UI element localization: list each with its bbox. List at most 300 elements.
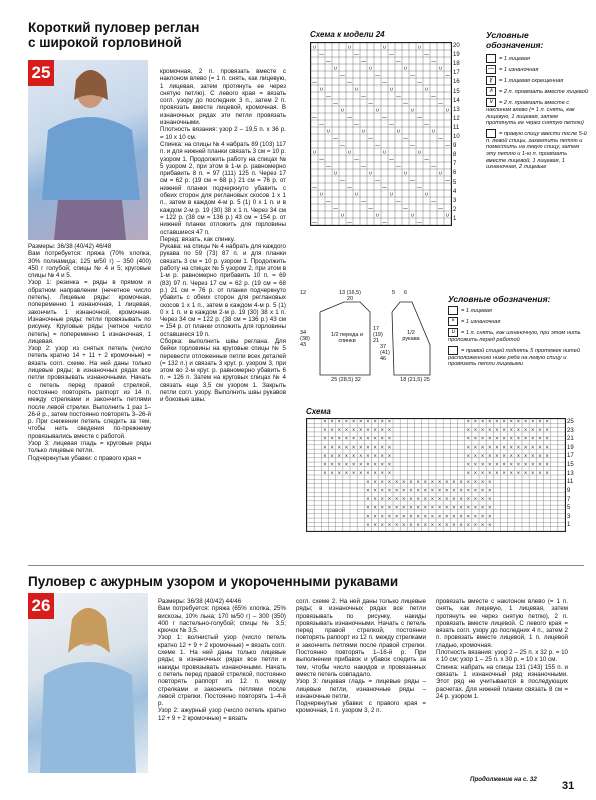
stitch-symbol: × xyxy=(545,444,549,450)
row-number: 5 xyxy=(567,505,571,512)
stitch-symbol: × xyxy=(466,470,471,476)
stitch-symbol: ∪ xyxy=(340,107,345,114)
dim-left-mid: 17 (19) 21 xyxy=(373,326,383,344)
stitch-symbol: × xyxy=(366,496,370,502)
stitch-symbol: — xyxy=(396,198,401,205)
stitch-symbol: × xyxy=(323,444,327,450)
stitch-symbol: × xyxy=(473,496,478,502)
stitch-symbol: × xyxy=(387,444,392,450)
stitch-symbol: × xyxy=(416,521,420,527)
stitch-symbol: — xyxy=(410,142,415,149)
row-number: 13 xyxy=(567,470,574,477)
stitch-symbol: × xyxy=(509,419,514,424)
stitch-symbol: × xyxy=(487,521,492,527)
legend-text: = 1 п. снять, как изнаночную, при этом нить проложить перед работой xyxy=(448,329,581,343)
stitch-symbol: × xyxy=(394,504,399,510)
stitch-symbol: × xyxy=(466,427,471,433)
stitch-symbol: × xyxy=(523,435,528,441)
stitch-symbol: × xyxy=(430,513,435,519)
row-number: 18 xyxy=(453,61,460,68)
row-number: 21 xyxy=(567,436,574,443)
stitch-symbol: ∪ xyxy=(403,170,408,177)
stitch-symbol: × xyxy=(373,419,377,424)
stitch-symbol: — xyxy=(326,58,331,65)
stitch-symbol: × xyxy=(480,427,485,433)
stitch-symbol: ∪ xyxy=(368,170,373,177)
stitch-symbol: × xyxy=(444,513,449,519)
stitch-symbol: — xyxy=(333,135,338,142)
stitch-symbol: × xyxy=(409,521,413,527)
stitch-symbol: × xyxy=(473,419,478,424)
stitch-symbol: × xyxy=(409,513,413,519)
stitch-symbol: × xyxy=(437,504,442,510)
legend-text: = 1 изнаночная xyxy=(499,66,539,73)
stitch-symbol: — xyxy=(424,156,429,163)
stitch-symbol: × xyxy=(337,461,342,467)
stitch-symbol: × xyxy=(437,487,442,493)
stitch-symbol: ∪ xyxy=(424,191,429,198)
stitch-symbol: ∪ xyxy=(333,170,338,177)
row-number: 7 xyxy=(453,161,457,168)
stitch-symbol: ∪ xyxy=(389,86,394,93)
stitch-symbol: × xyxy=(401,504,406,510)
stitch-symbol: — xyxy=(417,184,422,191)
stitch-symbol: × xyxy=(373,513,377,519)
stitch-symbol: — xyxy=(431,163,436,170)
row-number: 17 xyxy=(453,70,460,77)
stitch-symbol: × xyxy=(401,513,406,519)
stitch-symbol: — xyxy=(445,142,450,149)
stitch-symbol: × xyxy=(330,419,334,424)
article2-col1: Размеры: 36/38 (40/42) 44/46 Вам потребуется: пряжа (65% хлопка, 25% вискозы, 10% льна; 170 м/50 г) – 300 (350) 400 г пастельно-голубой; спицы № 3,5; крючок № 3,5. Узор 1: волнистый узор (число петель кратно 12 + 9 + 2 кромочные) = вязать согл. схеме 1. На ней даны только лицевые ряды; в изнаночных рядах все петли и накиды провязывать изнаночными. Начать с петель перед правой стрелкой, постоянно повторять раппорт из 12 п. между стрелками и закончить петлями после левой стрелки. Постоянно повторять 1–4-й р. Узор 2: ажурный узор (число петель кратно 12 + 9 + 2 кромочные) = вязать xyxy=(158,598,286,722)
stitch-symbol: × xyxy=(502,435,506,441)
stitch-symbol: × xyxy=(480,452,485,458)
stitch-symbol: — xyxy=(431,93,436,100)
stitch-symbol: — xyxy=(438,100,443,107)
stitch-symbol: × xyxy=(401,521,406,527)
stitch-symbol: × xyxy=(530,470,535,476)
stitch-symbol: ∪ xyxy=(410,212,415,219)
stitch-symbol: — xyxy=(333,100,338,107)
stitch-symbol: × xyxy=(416,487,420,493)
stitch-symbol: — xyxy=(375,72,380,79)
article1-title: Короткий пуловер реглан с широкой горловиной xyxy=(28,20,200,50)
stitch-symbol: × xyxy=(373,452,377,458)
stitch-symbol: × xyxy=(373,461,377,467)
row-number: 19 xyxy=(567,444,574,451)
dim-top-1: 12 xyxy=(300,290,307,296)
stitch-symbol: × xyxy=(473,478,478,484)
stitch-symbol: × xyxy=(366,427,370,433)
stitch-symbol: × xyxy=(323,419,327,424)
stitch-symbol: × xyxy=(351,452,356,458)
stitch-symbol: × xyxy=(416,504,420,510)
stitch-symbol: × xyxy=(330,444,334,450)
article2-title: Пуловер с ажурным узором и укороченными рукавами xyxy=(28,574,399,589)
stitch-symbol: × xyxy=(358,444,363,450)
stitch-symbol: — xyxy=(312,184,317,191)
stitch-symbol: — xyxy=(312,79,317,86)
stitch-symbol: × xyxy=(330,452,334,458)
stitch-symbol: × xyxy=(545,470,549,476)
stitch-symbol: — xyxy=(417,219,422,225)
stitch-symbol: × xyxy=(387,487,392,493)
stitch-symbol: × xyxy=(351,419,356,424)
stitch-symbol: × xyxy=(530,452,535,458)
stitch-symbol: × xyxy=(480,435,485,441)
stitch-symbol: × xyxy=(380,487,385,493)
stitch-symbol: ∪ xyxy=(424,86,429,93)
legend-item xyxy=(486,54,588,63)
stitch-symbol: × xyxy=(437,513,442,519)
legend-text: = 2 п. провязать вместе с наклоном влево (= 1 п. снять, как лицевую, 1 лицевая, затем протянуть ее через снятую петлю) xyxy=(486,99,584,127)
stitch-symbol: × xyxy=(545,435,549,441)
stitch-symbol: × xyxy=(423,496,428,502)
stitch-symbol: × xyxy=(473,461,478,467)
stitch-symbol: × xyxy=(394,513,399,519)
stitch-symbol: × xyxy=(358,427,363,433)
stitch-symbol: × xyxy=(373,504,377,510)
stitch-symbol: ∪ xyxy=(445,107,450,114)
stitch-symbol: × xyxy=(344,470,349,476)
stitch-symbol: — xyxy=(319,121,324,128)
stitch-symbol: — xyxy=(361,58,366,65)
row-number: 11 xyxy=(567,479,574,486)
stitch-symbol: × xyxy=(495,435,499,441)
stitch-symbol: × xyxy=(337,444,342,450)
stitch-symbol: × xyxy=(323,452,327,458)
stitch-symbol: ∪ xyxy=(445,212,450,219)
stitch-symbol: — xyxy=(382,79,387,86)
model-photo-25 xyxy=(28,60,148,240)
stitch-symbol: × xyxy=(409,496,413,502)
stitch-symbol: × xyxy=(509,444,514,450)
stitch-symbol: × xyxy=(530,461,535,467)
stitch-symbol: × xyxy=(437,496,442,502)
stitch-symbol: × xyxy=(416,513,420,519)
dim-top-2: 13 (16,5) 20 xyxy=(338,290,361,302)
stitch-symbol: × xyxy=(380,478,385,484)
stitch-symbol: × xyxy=(545,427,549,433)
stitch-symbol: × xyxy=(459,496,463,502)
stitch-symbol: × xyxy=(409,504,413,510)
stitch-symbol: × xyxy=(480,444,485,450)
stitch-symbol: × xyxy=(530,427,535,433)
stitch-symbol: × xyxy=(358,452,363,458)
stitch-symbol: × xyxy=(459,487,463,493)
stitch-symbol: × xyxy=(495,419,499,424)
stitch-symbol: × xyxy=(437,478,442,484)
legend-symbol-icon xyxy=(448,346,458,355)
stitch-symbol: × xyxy=(523,444,528,450)
stitch-symbol: — xyxy=(375,177,380,184)
stitch-symbol: ∪ xyxy=(340,212,345,219)
stitch-symbol: × xyxy=(394,496,399,502)
legend1-title: Условные обозначения: xyxy=(486,30,544,50)
stitch-symbol: — xyxy=(382,219,387,225)
stitch-symbol: — xyxy=(410,177,415,184)
stitch-symbol: × xyxy=(516,419,521,424)
stitch-symbol: — xyxy=(382,184,387,191)
stitch-symbol: × xyxy=(487,478,492,484)
stitch-symbol: × xyxy=(380,452,385,458)
stitch-symbol: × xyxy=(487,496,492,502)
stitch-symbol: × xyxy=(459,521,463,527)
stitch-symbol: ∪ xyxy=(431,128,436,135)
scheme1-row-numbers xyxy=(453,42,467,224)
stitch-symbol: — xyxy=(438,205,443,212)
model-number-badge: 25 xyxy=(28,60,54,86)
stitch-symbol: — xyxy=(368,100,373,107)
row-number: 16 xyxy=(453,79,460,86)
stitch-symbol: × xyxy=(366,504,370,510)
stitch-symbol: × xyxy=(487,470,492,476)
stitch-symbol: × xyxy=(444,478,449,484)
stitch-symbol: ∪ xyxy=(354,191,359,198)
stitch-symbol: × xyxy=(358,470,363,476)
row-number: 3 xyxy=(567,513,571,520)
stitch-symbol: ∪ xyxy=(417,149,422,156)
stitch-symbol: × xyxy=(466,496,471,502)
stitch-symbol: × xyxy=(344,419,349,424)
stitch-symbol: × xyxy=(509,461,514,467)
continue-note: Продолжение на с. 32 xyxy=(470,776,537,783)
stitch-symbol: × xyxy=(466,452,471,458)
stitch-symbol: × xyxy=(459,478,463,484)
stitch-symbol: × xyxy=(523,427,528,433)
legend1-list xyxy=(486,54,588,173)
row-number: 12 xyxy=(453,115,460,122)
stitch-symbol: × xyxy=(444,496,449,502)
row-number: 7 xyxy=(567,496,571,503)
row-number: 11 xyxy=(453,124,460,131)
stitch-symbol: × xyxy=(523,470,528,476)
row-number: 20 xyxy=(453,43,460,49)
stitch-symbol: × xyxy=(437,521,442,527)
stitch-symbol: ∪ xyxy=(319,86,324,93)
article2-col3: провязать вместе с наклоном влево (= 1 п. снять, как лицевую, 1 лицевая, затем протянуть ее через снятую петлю), 2 п. провязать вместе лицевой. С левого края = вязать согл. узору до последних 4 п., затем 2 п. провязать вместе лицевой, 1 п. лицевой гладью, кромочная. Плотность вязания: узор 2 – 25 п. х 32 р. = 10 х 10 см; узор 1 – 25 п. х 30 р. = 10 х 10 см. Спинка: набрать на спицы 131 (143) 155 п. и связать 1 изнаночный ряд изнаночными. Этот ряд не учитывается в последующих расчетах. Для нижней планки связать 8 см = 24 р. узором 1. xyxy=(436,598,568,700)
stitch-symbol: — xyxy=(403,205,408,212)
stitch-symbol: × xyxy=(480,496,485,502)
stitch-symbol: × xyxy=(509,452,514,458)
scheme2-chart-grid xyxy=(306,418,566,532)
stitch-symbol: × xyxy=(480,513,485,519)
stitch-symbol: × xyxy=(344,444,349,450)
article1-materials: Размеры: 36/38 (40/42) 46/48 Вам потребуется: пряжа (70% хлопка, 30% полиамида; 125 м/50 г) – 350 (400) 450 г голубой; спицы № 4 и 5; круговые спицы № 4 и 5. Узор 1: резинка = ряды в прямом и обратном направлении (нечетное число петель). Лицевые ряды: кромочная, попеременно 1 изнаночная, 1 лицевая, закончить 1 изнаночной, кромочная. Изнаночные ряды: петли провязывать по рисунку. Круговые ряды (четное число петель) = попеременно 1 изнаночная, 1 лицевая. Узор 2: узор из снятых петель (число петель кратно 14 + 11 + 2 кромочные) = вязать согл. схеме. На ней даны только лицевые ряды; в изнаночных рядах все петли провязывать изнаночными. Начать с петель перед правой стрелкой, постоянно повторять раппорт из 14 п. между стрелками и закончить петлями после левой стрелки. Выполнить 1 раз 1–26-й р., затем постоянно повторять 3–26-й р. При снижении петель следить за тем, чтобы нить сведения по-прежнему провязывались вместе с работой. Узор 3: лицевая гладь = круговые ряды только лицевые петли. Подчеркнутые убавки: с правого края = xyxy=(28,243,151,462)
stitch-symbol: × xyxy=(473,427,478,433)
stitch-symbol: ∪ xyxy=(347,149,352,156)
stitch-symbol: × xyxy=(466,461,471,467)
row-number: 9 xyxy=(567,487,571,494)
row-number: 23 xyxy=(567,427,574,434)
stitch-symbol: × xyxy=(480,470,485,476)
stitch-symbol: — xyxy=(431,58,436,65)
stitch-symbol: × xyxy=(423,521,428,527)
stitch-symbol: × xyxy=(502,452,506,458)
stitch-symbol: × xyxy=(401,496,406,502)
row-number: 1 xyxy=(567,522,571,529)
stitch-symbol: × xyxy=(480,461,485,467)
stitch-symbol: × xyxy=(530,419,535,424)
row-number: 14 xyxy=(453,97,460,104)
stitch-symbol: × xyxy=(380,419,385,424)
legend-item xyxy=(486,98,588,127)
stitch-symbol: × xyxy=(430,487,435,493)
stitch-symbol: ∪ xyxy=(368,65,373,72)
stitch-symbol: × xyxy=(351,435,356,441)
piece2-label: 1/2 рукава xyxy=(402,330,420,342)
stitch-symbol: — xyxy=(431,198,436,205)
stitch-symbol: × xyxy=(495,461,499,467)
stitch-symbol: — xyxy=(312,219,317,225)
stitch-symbol: — xyxy=(368,135,373,142)
stitch-symbol: — xyxy=(361,198,366,205)
stitch-symbol: × xyxy=(523,461,528,467)
stitch-symbol: × xyxy=(344,452,349,458)
stitch-symbol: × xyxy=(366,435,370,441)
stitch-symbol: — xyxy=(340,142,345,149)
stitch-symbol: ∪ xyxy=(389,191,394,198)
stitch-symbol: × xyxy=(416,496,420,502)
stitch-symbol: × xyxy=(366,478,370,484)
stitch-symbol: × xyxy=(373,444,377,450)
stitch-symbol: × xyxy=(387,452,392,458)
stitch-symbol: × xyxy=(538,444,542,450)
stitch-symbol: ∪ xyxy=(312,44,317,51)
stitch-symbol: × xyxy=(373,521,377,527)
stitch-symbol: × xyxy=(387,461,392,467)
scheme2-row-numbers xyxy=(567,418,581,530)
stitch-symbol: × xyxy=(459,513,463,519)
stitch-symbol: × xyxy=(430,478,435,484)
stitch-symbol: — xyxy=(347,79,352,86)
scheme2-grid-svg xyxy=(307,419,565,531)
stitch-symbol: × xyxy=(473,513,478,519)
stitch-symbol: × xyxy=(545,419,549,424)
stitch-symbol: × xyxy=(351,444,356,450)
stitch-symbol: × xyxy=(487,461,492,467)
stitch-symbol: × xyxy=(409,478,413,484)
stitch-symbol: × xyxy=(337,427,342,433)
stitch-symbol: × xyxy=(473,452,478,458)
stitch-symbol: × xyxy=(380,461,385,467)
stitch-symbol: × xyxy=(480,478,485,484)
model-photo-26 xyxy=(28,593,148,773)
stitch-symbol: × xyxy=(545,461,549,467)
stitch-symbol: × xyxy=(430,521,435,527)
row-number: 3 xyxy=(453,197,457,204)
stitch-symbol: × xyxy=(487,513,492,519)
row-number: 17 xyxy=(567,453,574,460)
stitch-symbol: × xyxy=(344,461,349,467)
legend-text: = 1 лицевая xyxy=(499,55,530,62)
stitch-symbol: × xyxy=(394,487,399,493)
stitch-symbol: — xyxy=(319,51,324,58)
stitch-symbol: × xyxy=(423,513,428,519)
row-number: 25 xyxy=(567,419,574,425)
stitch-symbol: × xyxy=(516,444,521,450)
stitch-symbol: × xyxy=(466,444,471,450)
stitch-symbol: × xyxy=(387,427,392,433)
stitch-symbol: × xyxy=(373,435,377,441)
stitch-symbol: × xyxy=(452,496,456,502)
stitch-symbol: × xyxy=(480,521,485,527)
row-number: 1 xyxy=(453,215,457,222)
stitch-symbol: × xyxy=(366,470,370,476)
row-number: 6 xyxy=(453,170,457,177)
stitch-symbol: × xyxy=(538,461,542,467)
stitch-symbol: — xyxy=(403,135,408,142)
stitch-symbol: × xyxy=(444,487,449,493)
stitch-symbol: × xyxy=(516,452,521,458)
stitch-symbol: ∪ xyxy=(417,44,422,51)
stitch-symbol: × xyxy=(366,452,370,458)
stitch-symbol: ∪ xyxy=(396,128,401,135)
stitch-symbol: × xyxy=(423,504,428,510)
stitch-symbol: × xyxy=(480,487,485,493)
legend-item xyxy=(448,317,588,326)
stitch-symbol: × xyxy=(380,496,385,502)
legend-symbol-icon: ∧ xyxy=(486,87,496,96)
stitch-symbol: — xyxy=(326,198,331,205)
stitch-symbol: × xyxy=(387,478,392,484)
stitch-symbol: × xyxy=(323,461,327,467)
stitch-symbol: × xyxy=(366,461,370,467)
stitch-symbol: × xyxy=(487,452,492,458)
stitch-symbol: — xyxy=(445,72,450,79)
stitch-symbol: × xyxy=(538,470,542,476)
row-number: 4 xyxy=(453,188,457,195)
stitch-symbol: × xyxy=(516,470,521,476)
scheme2-title: Схема xyxy=(306,407,331,416)
stitch-symbol: × xyxy=(380,435,385,441)
legend-symbol-icon xyxy=(486,54,496,63)
legend-symbol-icon: × xyxy=(448,317,458,326)
stitch-symbol: × xyxy=(430,504,435,510)
stitch-symbol: — xyxy=(347,184,352,191)
stitch-symbol: × xyxy=(466,419,471,424)
stitch-symbol: × xyxy=(344,435,349,441)
legend-text: = 1 изнаночная xyxy=(461,318,501,325)
dim-sleeve-bottom: 18 (21,5) 25 xyxy=(400,377,430,383)
stitch-symbol: ∪ xyxy=(382,44,387,51)
stitch-symbol: — xyxy=(340,72,345,79)
stitch-symbol: × xyxy=(473,435,478,441)
stitch-symbol: × xyxy=(466,521,471,527)
stitch-symbol: × xyxy=(373,478,377,484)
stitch-symbol: × xyxy=(380,513,385,519)
stitch-symbol: — xyxy=(361,93,366,100)
stitch-symbol: × xyxy=(459,504,463,510)
legend-symbol-icon: ɣ xyxy=(486,76,496,85)
stitch-symbol: ∪ xyxy=(382,149,387,156)
stitch-symbol: × xyxy=(523,419,528,424)
row-number: 19 xyxy=(453,52,460,59)
stitch-symbol: — xyxy=(396,58,401,65)
stitch-symbol: × xyxy=(330,461,334,467)
stitch-symbol: × xyxy=(466,504,471,510)
stitch-symbol: × xyxy=(380,444,385,450)
stitch-symbol: × xyxy=(330,427,334,433)
stitch-symbol: — xyxy=(375,142,380,149)
stitch-symbol: — xyxy=(445,177,450,184)
stitch-symbol: × xyxy=(337,452,342,458)
stitch-symbol: — xyxy=(326,93,331,100)
stitch-symbol: × xyxy=(509,435,514,441)
stitch-symbol: — xyxy=(403,100,408,107)
stitch-symbol: × xyxy=(516,435,521,441)
legend-symbol-icon: ∪ xyxy=(448,328,458,337)
